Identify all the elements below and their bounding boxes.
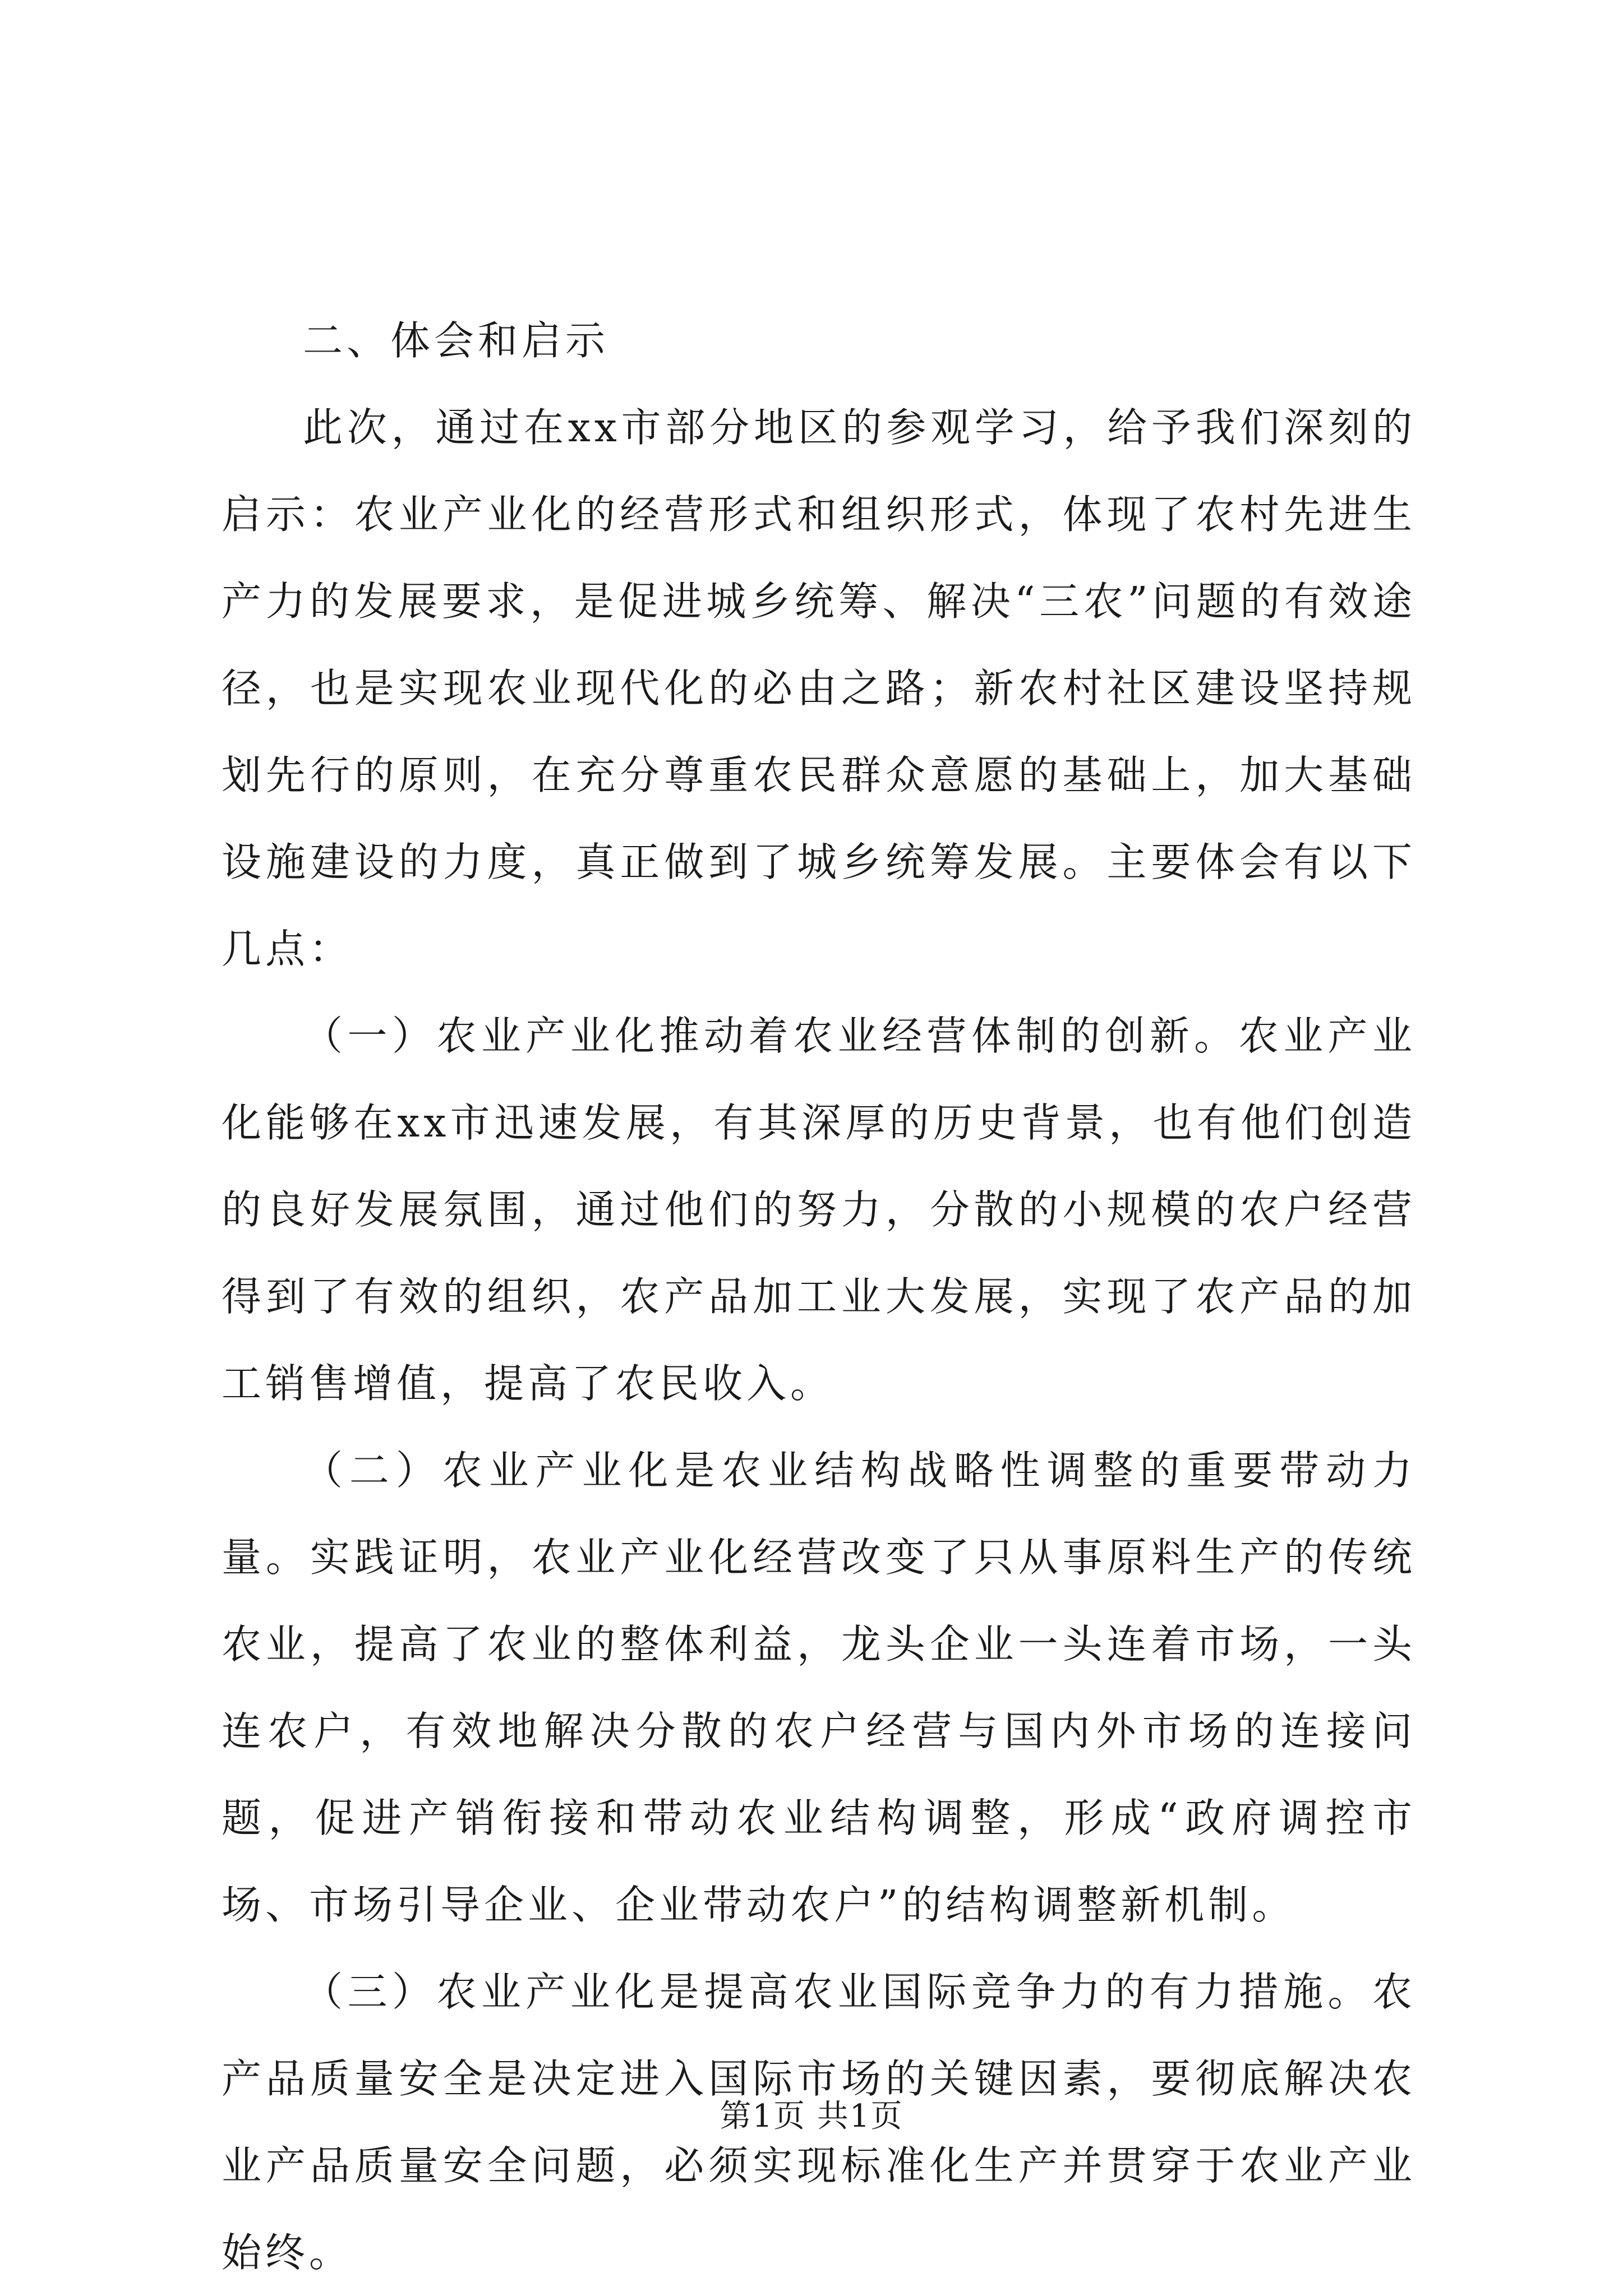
page-footer: 第1页 共1页 xyxy=(720,2098,903,2135)
paragraph-point-2: （二）农业产业化是农业结构战略性调整的重要带动力量。实践证明，农业产业化经营改变了只从事原料生产的传统农业，提高了农业的整体利益，龙头企业一头连着市场，一头连农户，有效地解决分散的农户经营与国内外市场的连接问题，促进产销衔接和带动农业结构调整，形成“政府调控市场、市场引导企业、企业带动农户”的结构调整新机制。 xyxy=(222,1447,1416,1928)
section-heading: 二、体会和启示 xyxy=(303,317,610,364)
paragraph-point-3: （三）农业产业化是提高农业国际竞争力的有力措施。农产品质量安全是决定进入国际市场的关键因素，要彻底解决农业产品质量安全问题，必须实现标准化生产并贯穿于农业产业始终。 xyxy=(222,1969,1416,2276)
document-body xyxy=(222,297,1416,2296)
paragraph-intro: 此次，通过在xx市部分地区的参观学习，给予我们深刻的启示：农业产业化的经营形式和组织形式，体现了农村先进生产力的发展要求，是促进城乡统筹、解决“三农”问题的有效途径，也是实现农业现代化的必由之路；新农村社区建设坚持规划先行的原则，在充分尊重农民群众意愿的基础上，加大基础设施建设的力度，真正做到了城乡统筹发展。主要体会有以下几点： xyxy=(222,404,1416,972)
paragraph-point-1: （一）农业产业化推动着农业经营体制的创新。农业产业化能够在xx市迅速发展，有其深厚的历史背景，也有他们创造的良好发展氛围，通过他们的努力，分散的小规模的农户经营得到了有效的组织，农产品加工业大发展，实现了农产品的加工销售增值，提高了农民收入。 xyxy=(222,1013,1416,1407)
